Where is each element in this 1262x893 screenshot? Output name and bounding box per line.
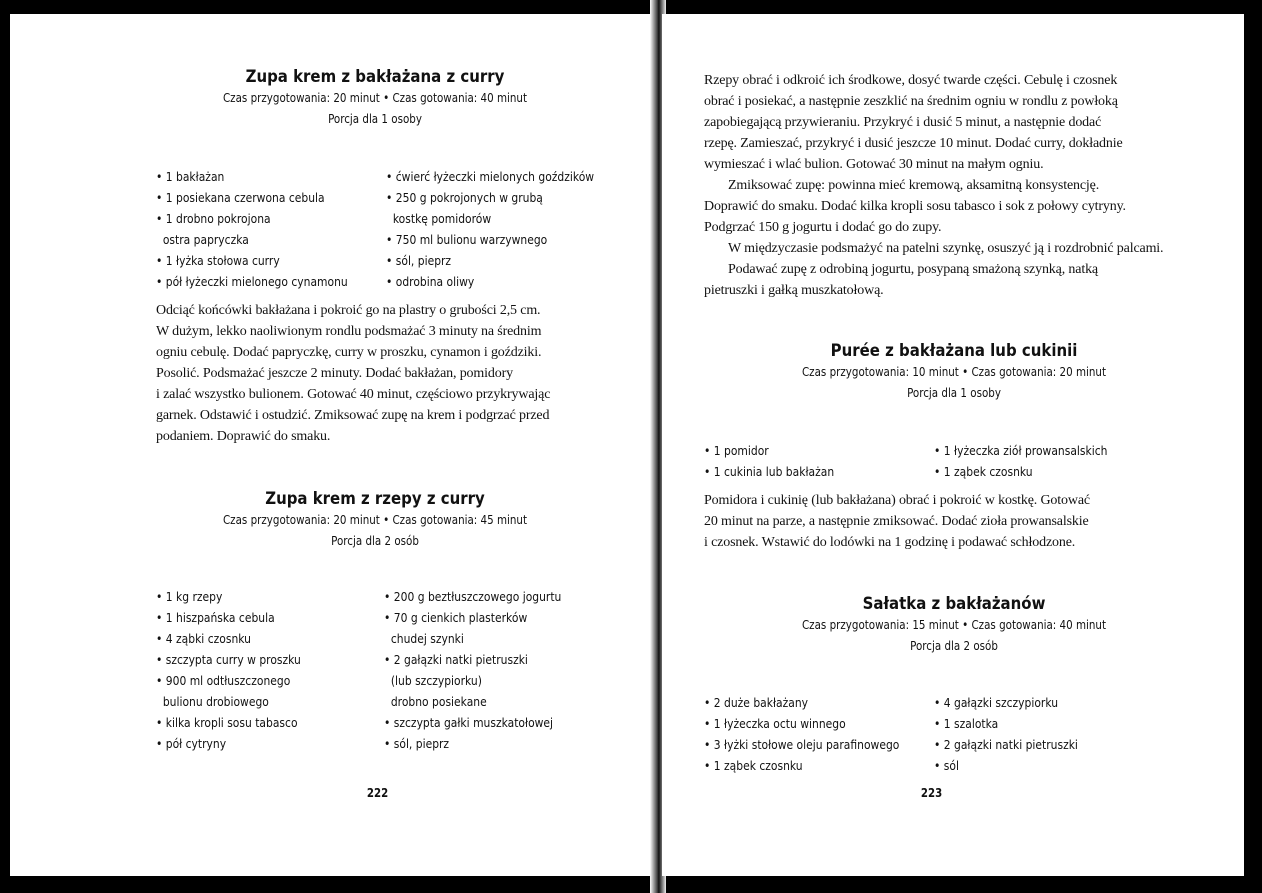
ingredient-item: • 1 szalotka bbox=[934, 713, 1078, 734]
instruction-line: Doprawić do smaku. Dodać kilka kropli sosu tabasco i sok z połowy cytryny. bbox=[704, 199, 1126, 214]
ingredient-list bbox=[704, 692, 1204, 778]
ingredient-list bbox=[156, 166, 626, 296]
recipe-instructions bbox=[704, 490, 1204, 553]
ingredient-item: • 1 ząbek czosnku bbox=[934, 461, 1107, 482]
recipe-portion: Porcja dla 1 osoby bbox=[907, 386, 1001, 400]
instruction-line: Pomidora i cukinię (lub bakłażana) obrać i pokroić w kostkę. Gotować bbox=[704, 493, 1090, 508]
ingredient-item: • 1 łyżeczka ziół prowansalskich bbox=[934, 440, 1107, 461]
recipe-title: Purée z bakłażana lub cukinii bbox=[830, 341, 1078, 361]
ingredient-item: • szczypta gałki muszkatołowej bbox=[384, 712, 561, 733]
ingredient-item: • pół łyżeczki mielonego cynamonu bbox=[156, 271, 348, 292]
instruction-line: rzepę. Zamieszać, przykryć i dusić jeszcze 10 minut. Dodać curry, dokładnie bbox=[704, 136, 1123, 151]
instruction-line: ogniu cebulę. Dodać papryczkę, curry w proszku, cynamon i goździki. bbox=[156, 345, 542, 360]
ingredient-item: • sól, pieprz bbox=[386, 250, 594, 271]
ingredient-item: • 900 ml odtłuszczonego bbox=[156, 670, 301, 691]
ingredient-item: • 1 drobno pokrojona bbox=[156, 208, 348, 229]
recipe-times: Czas przygotowania: 20 minut • Czas gotowania: 45 minut bbox=[222, 513, 528, 527]
instruction-line: i zalać wszystko bulionem. Gotować 40 minut, częściowo przykrywając bbox=[156, 387, 551, 402]
instruction-line: wymieszać i wlać bulion. Gotować 30 minut na małym ogniu. bbox=[704, 157, 1044, 172]
ingredient-column-2 bbox=[934, 440, 1136, 482]
ingredient-item: • ćwierć łyżeczki mielonych goździków bbox=[386, 166, 594, 187]
recipe-title: Zupa krem z rzepy z curry bbox=[265, 489, 485, 509]
recipe-instructions bbox=[156, 300, 626, 447]
ingredient-item-continued: (lub szczypiorku) bbox=[390, 673, 482, 688]
instruction-line: Podgrzać 150 g jogurtu i dodać go do zupy. bbox=[704, 220, 942, 235]
instruction-line: Podawać zupę z odrobiną jogurtu, posypaną smażoną szynką, natką bbox=[728, 262, 1098, 277]
ingredient-item-continued: drobno posiekane bbox=[390, 694, 487, 709]
ingredient-item: • sól bbox=[934, 755, 1078, 776]
ingredient-column-1 bbox=[156, 166, 379, 292]
ingredient-item: • 1 kg rzepy bbox=[156, 586, 301, 607]
ingredient-column-2 bbox=[386, 166, 628, 292]
page-number: 222 bbox=[366, 786, 389, 800]
instruction-line: Odciąć końcówki bakłażana i pokroić go na plastry o grubości 2,5 cm. bbox=[156, 303, 541, 318]
ingredient-list bbox=[156, 586, 626, 758]
ingredient-item: • 2 gałązki natki pietruszki bbox=[384, 649, 561, 670]
instruction-line: obrać i posiekać, a następnie zeszklić na średnim ogniu w rondlu z powłoką bbox=[704, 94, 1118, 109]
right-page bbox=[662, 14, 1244, 876]
recipe-portion: Porcja dla 1 osoby bbox=[328, 112, 422, 126]
ingredient-item: • 1 hiszpańska cebula bbox=[156, 607, 301, 628]
instruction-line: Posolić. Podsmażać jeszcze 2 minuty. Dodać bakłażan, pomidory bbox=[156, 366, 513, 381]
recipe-times: Czas przygotowania: 10 minut • Czas gotowania: 20 minut bbox=[801, 365, 1107, 379]
ingredient-item-continued: kostkę pomidorów bbox=[392, 211, 492, 226]
ingredient-column-1 bbox=[704, 692, 931, 776]
ingredient-item-continued: ostra papryczka bbox=[162, 232, 249, 247]
ingredient-item: • 1 łyżeczka octu winnego bbox=[704, 713, 899, 734]
left-page bbox=[10, 14, 656, 876]
recipe-portion: Porcja dla 2 osób bbox=[331, 534, 419, 548]
instruction-line: 20 minut na parze, a następnie zmiksować. Dodać zioła prowansalskie bbox=[704, 514, 1089, 529]
instruction-line: Zmiksować zupę: powinna mieć kremową, aksamitną konsystencję. bbox=[728, 178, 1100, 193]
instruction-line: pietruszki i gałką muszkatołową. bbox=[704, 283, 884, 298]
ingredient-item: • szczypta curry w proszku bbox=[156, 649, 301, 670]
ingredient-item: • 1 bakłażan bbox=[156, 166, 348, 187]
ingredient-item: • 1 pomidor bbox=[704, 440, 834, 461]
recipe-times: Czas przygotowania: 20 minut • Czas gotowania: 40 minut bbox=[222, 91, 528, 105]
ingredient-item: • 1 posiekana czerwona cebula bbox=[156, 187, 348, 208]
recipe-title: Zupa krem z bakłażana z curry bbox=[245, 67, 505, 87]
page-number: 223 bbox=[920, 786, 943, 800]
ingredient-column-2 bbox=[934, 692, 1101, 776]
ingredient-column-2 bbox=[384, 586, 590, 754]
instruction-line: W międzyczasie podsmażyć na patelni szynkę, osuszyć ją i rozdrobnić palcami. bbox=[728, 241, 1164, 256]
ingredient-item-continued: bulionu drobiowego bbox=[162, 694, 269, 709]
ingredient-item: • 250 g pokrojonych w grubą bbox=[386, 187, 594, 208]
instruction-line: i czosnek. Wstawić do lodówki na 1 godzinę i podawać schłodzone. bbox=[704, 535, 1076, 550]
ingredient-item: • kilka kropli sosu tabasco bbox=[156, 712, 301, 733]
recipe-header-puree bbox=[678, 340, 1230, 404]
ingredient-item-continued: chudej szynki bbox=[390, 631, 464, 646]
recipe-instructions-continued bbox=[704, 70, 1204, 301]
instruction-line: podaniem. Doprawić do smaku. bbox=[156, 429, 331, 444]
recipe-title: Sałatka z bakłażanów bbox=[862, 594, 1046, 614]
ingredient-item: • 1 cukinia lub bakłażan bbox=[704, 461, 834, 482]
instruction-line: garnek. Odstawić i ostudzić. Zmiksować zupę na krem i podgrzać przed bbox=[156, 408, 550, 423]
recipe-header-zupa-rzepa bbox=[10, 488, 740, 552]
ingredient-column-1 bbox=[156, 586, 324, 754]
ingredient-item: • 2 gałązki natki pietruszki bbox=[934, 734, 1078, 755]
ingredient-item: • 3 łyżki stołowe oleju parafinowego bbox=[704, 734, 899, 755]
ingredient-item: • 4 gałązki szczypiorku bbox=[934, 692, 1078, 713]
ingredient-item: • pół cytryny bbox=[156, 733, 301, 754]
ingredient-item: • 1 łyżka stołowa curry bbox=[156, 250, 348, 271]
instruction-line: zapobiegającą przywieraniu. Przykryć i dusić 5 minut, a następnie dodać bbox=[704, 115, 1102, 130]
ingredient-item: • odrobina oliwy bbox=[386, 271, 594, 292]
ingredient-list bbox=[704, 440, 1204, 484]
instruction-line: W dużym, lekko naoliwionym rondlu podsmażać 3 minuty na średnim bbox=[156, 324, 542, 339]
recipe-portion: Porcja dla 2 osób bbox=[910, 639, 998, 653]
ingredient-item: • 1 ząbek czosnku bbox=[704, 755, 899, 776]
ingredient-column-1 bbox=[704, 440, 855, 482]
recipe-header-salatka bbox=[678, 593, 1230, 657]
ingredient-item: • 750 ml bulionu warzywnego bbox=[386, 229, 594, 250]
recipe-times: Czas przygotowania: 15 minut • Czas gotowania: 40 minut bbox=[801, 618, 1107, 632]
ingredient-item: • sól, pieprz bbox=[384, 733, 561, 754]
ingredient-item: • 70 g cienkich plasterków bbox=[384, 607, 561, 628]
instruction-line: Rzepy obrać i odkroić ich środkowe, dosyć twarde części. Cebulę i czosnek bbox=[704, 73, 1118, 88]
ingredient-item: • 4 ząbki czosnku bbox=[156, 628, 301, 649]
recipe-header-zupa-baklazan bbox=[10, 66, 740, 130]
ingredient-item: • 200 g beztłuszczowego jogurtu bbox=[384, 586, 561, 607]
ingredient-item: • 2 duże bakłażany bbox=[704, 692, 899, 713]
